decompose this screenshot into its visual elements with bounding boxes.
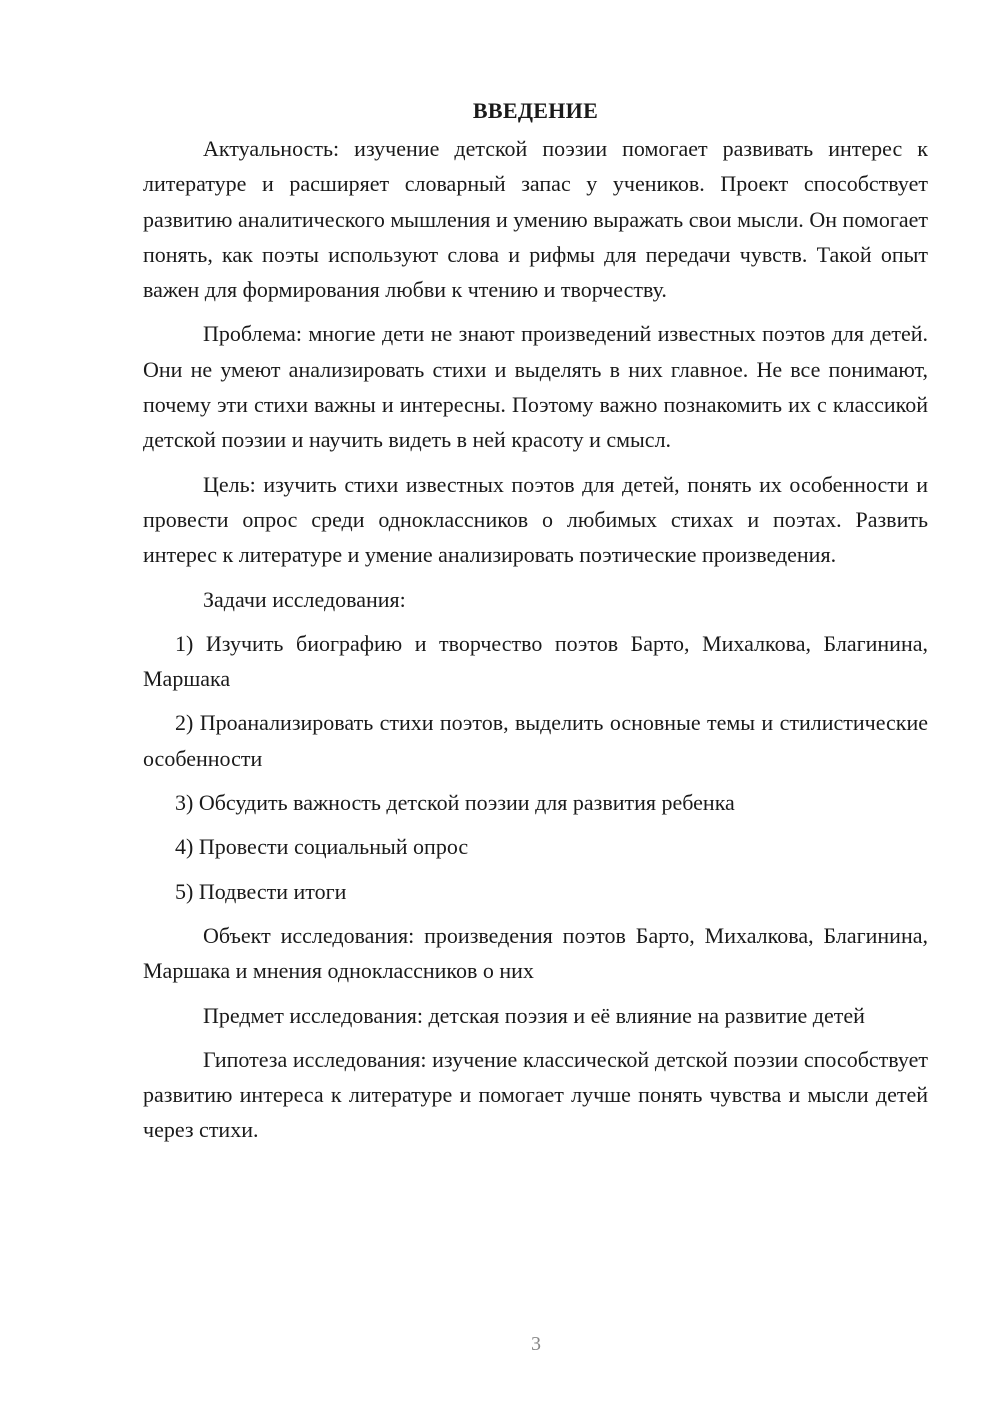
problem-paragraph: Проблема: многие дети не знают произведений известных поэтов для детей. Они не умеют анализировать стихи и выделять в них главное. Не все понимают, почему эти стихи важны и интересны. Поэтому важно познакомить их с классикой детской поэзии и научить видеть в ней красоту и смысл. [143,321,928,453]
page-content [143,96,928,1157]
object-paragraph: Объект исследования: произведения поэтов Барто, Михалкова, Благинина, Маршака и мнения одноклассников о них [143,922,928,984]
task-item-5: 5) Подвести итоги [175,878,347,904]
page-number: 3 [531,1333,541,1355]
task-item-2: 2) Проанализировать стихи поэтов, выделить основные темы и стилистические особенности [143,710,928,771]
task-item-1: 1) Изучить биографию и творчество поэтов Барто, Михалкова, Благинина, Маршака [143,630,928,692]
hypothesis-paragraph: Гипотеза исследования: изучение классической детской поэзии способствует развитию интереса к литературе и помогает лучше понять чувства и мысли детей через стихи. [143,1046,928,1143]
task-item-4: 4) Провести социальный опрос [175,834,469,860]
tasks-heading: Задачи исследования: [203,586,406,612]
task-item-3: 3) Обсудить важность детской поэзии для развития ребенка [175,790,735,816]
goal-paragraph: Цель: изучить стихи известных поэтов для детей, понять их особенности и провести опрос среди одноклассников о любимых стихах и поэтах. Развить интерес к литературе и умение анализировать поэтические произведения. [143,471,928,568]
section-heading: ВВЕДЕНИЕ [472,98,599,123]
subject-paragraph: Предмет исследования: детская поэзия и её влияние на развитие детей [203,1002,865,1028]
relevance-paragraph: Актуальность: изучение детской поэзии помогает развивать интерес к литературе и расширяет словарный запас у учеников. Проект способствует развитию аналитического мышления и умению выражать свои мысли. Он помогает понять, как поэты используют слова и рифмы для передачи чувств. Такой опыт важен для формирования любви к чтению и творчеству. [143,136,928,303]
